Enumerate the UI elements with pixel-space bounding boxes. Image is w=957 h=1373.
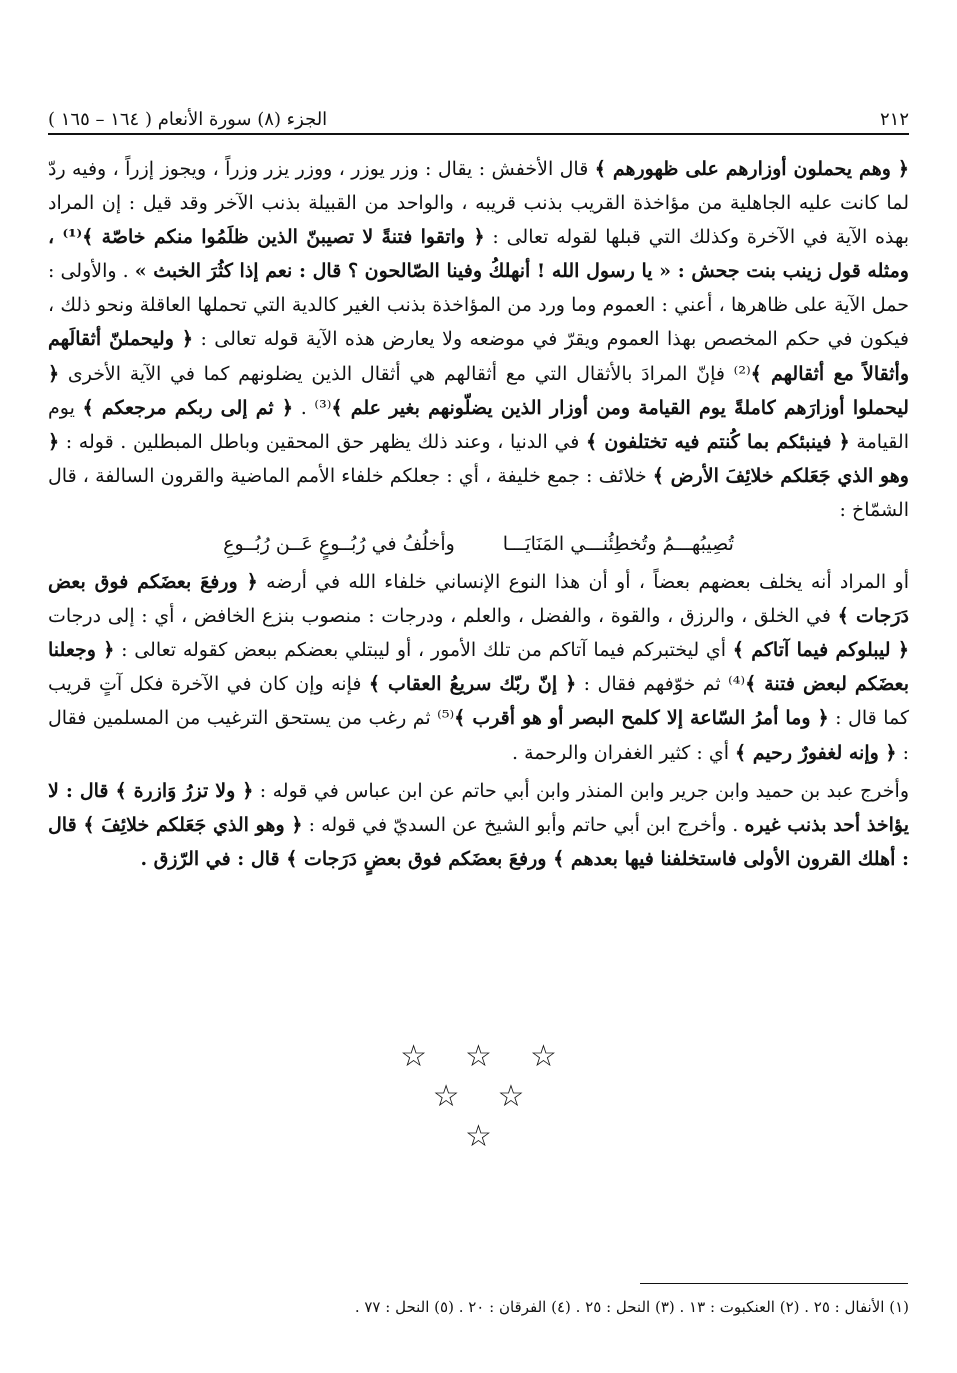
quran-quote: ﴿ وجعلنا بعضَكم لبعض فتنة ﴾ xyxy=(48,639,909,696)
commentary-text: فإنه وإن كان في الآخرة فكل آتٍ قريب كما قال : xyxy=(48,673,910,730)
quran-quote: ﴿ ورفعَ بعضَكم فوق بعض دَرَجات ﴾ xyxy=(48,571,910,628)
running-title: الجزء (٨) سورة الأنعام ( ١٦٤ – ١٦٥ ) xyxy=(48,109,328,130)
commentary-text: خلائف : جمع خليفة ، أي : جعلكم خلفاء الأمم الماضية والقرون السالفة ، قال الشمّاخ : xyxy=(48,464,909,521)
quran-quote: ﴿ ثم إلى ربكم مرجعكم ﴾ xyxy=(82,396,294,419)
hadith-quote: ⁽¹⁾ ، ومثله قول زينب بنت جحش : « يا رسول الله ! أنهلكُ وفينا الصّالحون ؟ قال : نعم إذا كثُرَ الخبث » xyxy=(48,226,909,283)
star-icon: ☆ xyxy=(465,1039,492,1074)
quran-quote: ﴿ وإنه لغفورٌ رحيم ﴾ xyxy=(735,741,897,764)
quran-quote: ﴿ وهو الذي جَعَلكم خلائِفَ الأرض ﴾ xyxy=(48,430,909,487)
narration-quote: ﴿ وهو الذي جَعَلكم خلائِفَ ﴾ قال : أهلك القرون الأولى فاستخلفنا فيها بعدهم ﴾ ورفعَ بعضَكم فوق بعضٍ دَرَجات ﴾ قال : في الرّزق . xyxy=(48,813,909,870)
stars-row-3 xyxy=(465,1118,492,1156)
commentary-text: . والأولى : حمل الآية على ظاهرها ، أعني : العموم وما ورد من المؤاخذة بذنب الغير كالدية التي تحملها العاقلة ونحو ذلك ، فيكون في حكم المخصص بهذا العموم ويقرّ في موضعه ولا يعارض هذه الآية قوله تعالى : xyxy=(48,260,910,351)
star-icon: ☆ xyxy=(400,1039,428,1074)
commentary-text: يوم القيامة xyxy=(48,396,909,453)
footnote-rule xyxy=(640,1283,908,1284)
main-text xyxy=(48,152,909,876)
poem-hemistich-second: وأخلُفُ في رُبُــوعٍ عَــن رُبُــوعِ xyxy=(223,533,455,556)
narration-text: وأخرج عبد بن حميد وابن جرير وابن المنذر وابن أبي حاتم عن ابن عباس في قوله : xyxy=(253,779,909,802)
narration-text: . وأخرج ابن أبي حاتم وأبو الشيخ عن السديّ في قوله : xyxy=(302,813,745,836)
page-number: ٢١٢ xyxy=(879,109,909,130)
quran-quote: ﴿ وهم يحملون أوزارهم على ظهورهم ﴾ xyxy=(594,158,910,180)
commentary-text: قال الأخفش : يقال : وزر يوزر ، ووزر يزر وزراً ، ويجوز إزراً ، وفيه ردّ لما كانت عليه الجاهلية من مؤاخذة القريب بذنب قريبه ، والواحد من القبيلة بذنب الآخر وقد قيل : إن المراد بهذه الآية في الآخرة وكذلك التي قبلها لقوله تعالى : xyxy=(48,158,909,249)
commentary-text: في الخلق ، والرزق ، والقوة ، والفضل ، والعلم ، ودرجات : منصوب بنزع الخافض ، أي : إلى درجات xyxy=(48,605,838,628)
stars-row-2 xyxy=(433,1078,525,1116)
star-icon: ☆ xyxy=(497,1079,525,1114)
commentary-text: ⁽⁵⁾ ثم رغب من يستحق الترغيب من المسلمين فقال : xyxy=(48,707,909,764)
star-icon: ☆ xyxy=(529,1039,557,1074)
footnotes: (١) الأنفال : ٢٥ . (٢) العنكبوت : ١٣ . (٣) النحل : ٢٥ . (٤) الفرقان : ٢٠ . (٥) النحل : ٧٧ . xyxy=(354,1298,909,1316)
quran-quote: ﴿ ليبلوكم فيما آتاكم ﴾ xyxy=(732,639,909,662)
poem-verse xyxy=(48,527,909,561)
quran-quote: ﴿ فينبئكم بما كُنتم فيه تختلفون ﴾ xyxy=(586,430,850,453)
paragraph-2 xyxy=(48,565,909,770)
quran-quote: ﴿ وما أمرُ السّاعة إلا كلمح البصر أو هو أقرب ﴾ xyxy=(454,707,829,730)
commentary-text: ⁽³⁾ . xyxy=(293,396,332,419)
quran-quote: ﴿ إنّ ربّك سريعُ العقاب ﴾ xyxy=(368,673,577,696)
quran-quote: ﴿ ليحملوا أوزارَهم كاملةً يوم القيامة ومن أوزار الذين يضلّونهم بغير علم ﴾ xyxy=(48,362,909,419)
commentary-text: أي : كثير الغفران والرحمة . xyxy=(512,741,736,764)
header-rule xyxy=(48,133,909,135)
commentary-text: ⁽²⁾ فإنّ المرادَ بالأثقال التي مع أثقالهم هي أثقال الذين يضلونهم كما في الآية الأخرى xyxy=(59,362,751,385)
commentary-text: ⁽⁴⁾ ثم خوّفهم فقال : xyxy=(576,673,746,696)
stars-row-1 xyxy=(400,1038,557,1076)
commentary-text: أي ليختبركم فيما آتاكم من تلك الأمور ، أو ليبتلي بعضكم ببعض كقوله تعالى : xyxy=(114,639,733,662)
star-icon: ☆ xyxy=(465,1119,492,1154)
narration-quote: ﴿ ولا تزرُ وَازرة ﴾ قال : لا يؤاخذ أحد بذنب غيره xyxy=(48,779,909,836)
section-divider-stars xyxy=(0,1038,957,1156)
star-icon: ☆ xyxy=(432,1079,460,1114)
commentary-text: أو المراد أنه يخلف بعضهم بعضاً ، أو أن هذا النوع الإنساني خلفاء الله في أرضه xyxy=(257,571,909,594)
page-header xyxy=(48,98,909,130)
poem-hemistich-first: تُصِيبُهـــمُ وتُخطِئُنـــي المَنَايَـــا xyxy=(502,533,734,556)
quran-quote: ﴿ وليحملنّ أثقالَهم وأثقالاً مع أثقالهم ﴾ xyxy=(48,328,909,385)
quran-quote: ﴿ واتقوا فتنةً لا تصيبنّ الذين ظلَمُوا منكم خاصّة ﴾ xyxy=(82,226,485,249)
paragraph-1 xyxy=(48,152,909,527)
commentary-text: في الدنيا ، وعند ذلك يظهر حق المحقين وباطل المبطلين . قوله : xyxy=(59,430,587,453)
paragraph-3 xyxy=(48,774,909,876)
